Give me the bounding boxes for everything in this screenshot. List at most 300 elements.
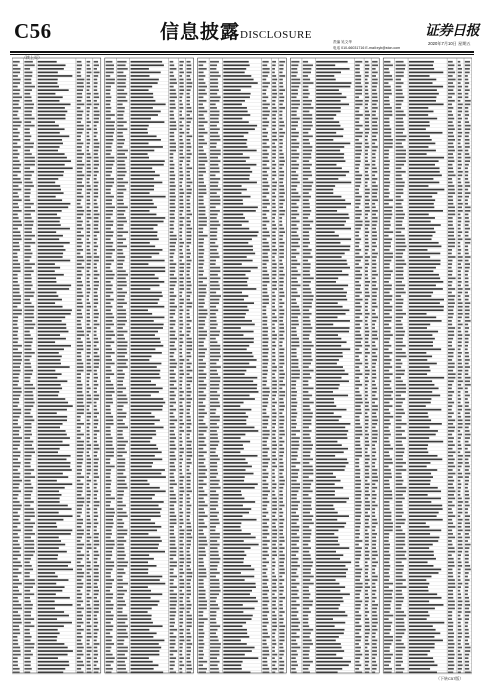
cell-text xyxy=(131,118,151,120)
cell-text xyxy=(372,143,375,145)
cell-text xyxy=(198,530,203,532)
cell-text xyxy=(131,469,165,471)
cell-text xyxy=(272,86,276,88)
cell-text xyxy=(131,309,148,311)
cell-text xyxy=(94,341,99,343)
cell-text xyxy=(355,490,361,492)
cell-text xyxy=(198,551,205,553)
cell-text xyxy=(223,135,243,137)
cell-text xyxy=(179,100,181,102)
cell-text xyxy=(223,480,244,482)
cell-text xyxy=(303,263,311,265)
cell-text xyxy=(198,217,206,219)
cell-text xyxy=(38,590,63,592)
cell-text xyxy=(77,551,81,553)
cell-text xyxy=(262,196,266,198)
cell-text xyxy=(262,100,266,102)
cell-text xyxy=(77,79,85,81)
cell-text xyxy=(272,164,276,166)
cell-text xyxy=(94,558,98,560)
cell-text xyxy=(186,579,191,581)
cell-text xyxy=(279,469,284,471)
cell-text xyxy=(13,231,20,233)
cell-text xyxy=(117,508,122,510)
cell-text xyxy=(38,419,67,421)
cell-text xyxy=(198,89,205,91)
cell-text xyxy=(272,199,275,201)
cell-text xyxy=(372,164,375,166)
cell-text xyxy=(106,505,110,507)
cell-text xyxy=(94,182,99,184)
cell-text xyxy=(179,601,182,603)
cell-text xyxy=(13,423,18,425)
cell-text xyxy=(272,306,275,308)
cell-text xyxy=(77,121,81,123)
cell-text xyxy=(77,629,84,631)
cell-text xyxy=(291,210,297,212)
cell-text xyxy=(272,625,277,627)
cell-text xyxy=(170,395,176,397)
cell-text xyxy=(106,263,112,265)
cell-text xyxy=(186,107,191,109)
cell-text xyxy=(210,533,220,535)
cell-text xyxy=(355,494,361,496)
cell-text xyxy=(87,341,91,343)
cell-text xyxy=(291,93,298,95)
cell-text xyxy=(186,150,190,152)
cell-text xyxy=(279,366,283,368)
cell-text xyxy=(117,572,125,574)
cell-text xyxy=(303,274,310,276)
cell-text xyxy=(170,604,177,606)
cell-text xyxy=(262,448,269,450)
cell-text xyxy=(77,423,84,425)
cell-text xyxy=(198,121,207,123)
cell-text xyxy=(262,224,266,226)
cell-text xyxy=(210,466,217,468)
cell-text xyxy=(87,522,92,524)
cell-text xyxy=(13,242,19,244)
cell-text xyxy=(87,380,90,382)
cell-text xyxy=(355,409,361,411)
cell-text xyxy=(355,253,359,255)
cell-text xyxy=(170,373,176,375)
cell-text xyxy=(272,444,277,446)
cell-text xyxy=(38,565,68,567)
cell-text xyxy=(186,178,190,180)
cell-text xyxy=(198,320,204,322)
cell-text xyxy=(106,281,111,283)
cell-text xyxy=(106,494,111,496)
cell-text xyxy=(198,661,207,663)
cell-text xyxy=(355,68,360,70)
cell-text xyxy=(223,75,251,77)
cell-text xyxy=(117,75,126,77)
cell-text xyxy=(117,299,124,301)
cell-text xyxy=(355,483,361,485)
cell-text xyxy=(117,313,126,315)
cell-text xyxy=(38,288,69,290)
cell-text xyxy=(131,601,160,603)
cell-text xyxy=(262,384,266,386)
cell-text xyxy=(372,160,375,162)
cell-text xyxy=(87,643,90,645)
cell-text xyxy=(198,203,203,205)
cell-text xyxy=(365,104,368,106)
cell-text xyxy=(179,430,184,432)
cell-text xyxy=(316,89,339,91)
cell-text xyxy=(24,100,32,102)
cell-text xyxy=(272,143,275,145)
cell-text xyxy=(198,462,203,464)
cell-text xyxy=(198,593,205,595)
cell-text xyxy=(262,114,269,116)
cell-text xyxy=(94,654,98,656)
cell-text xyxy=(24,317,34,319)
cell-text xyxy=(24,466,30,468)
cell-text xyxy=(13,654,21,656)
cell-text xyxy=(198,384,206,386)
cell-text xyxy=(38,586,65,588)
cell-text xyxy=(262,533,269,535)
cell-text xyxy=(262,636,269,638)
cell-text xyxy=(303,139,309,141)
cell-text xyxy=(365,412,367,414)
cell-text xyxy=(179,89,184,91)
cell-text xyxy=(117,398,127,400)
cell-text xyxy=(372,444,375,446)
cell-text xyxy=(210,295,221,297)
cell-text xyxy=(117,597,123,599)
cell-text xyxy=(316,640,336,642)
cell-text xyxy=(38,242,70,244)
cell-text xyxy=(94,444,99,446)
cell-text xyxy=(186,640,190,642)
cell-text xyxy=(279,292,284,294)
cell-text xyxy=(316,79,336,81)
cell-text xyxy=(316,561,351,563)
cell-text xyxy=(365,331,369,333)
cell-text xyxy=(87,114,90,116)
cell-text xyxy=(279,672,283,674)
cell-text xyxy=(291,121,298,123)
cell-text xyxy=(24,132,29,134)
cell-text xyxy=(170,505,174,507)
cell-text xyxy=(106,89,111,91)
cell-text xyxy=(87,558,89,560)
cell-text xyxy=(372,551,377,553)
cell-text xyxy=(94,664,97,666)
cell-text xyxy=(316,104,349,106)
cell-text xyxy=(365,565,369,567)
cell-text xyxy=(170,551,177,553)
cell-text xyxy=(198,206,205,208)
cell-text xyxy=(170,441,175,443)
cell-text xyxy=(94,121,99,123)
cell-text xyxy=(262,519,269,521)
cell-text xyxy=(94,395,100,397)
cell-text xyxy=(13,61,20,63)
cell-text xyxy=(38,593,56,595)
cell-text xyxy=(372,657,375,659)
cell-text xyxy=(409,64,433,66)
cell-text xyxy=(131,384,156,386)
cell-text xyxy=(77,146,82,148)
cell-text xyxy=(186,490,191,492)
cell-text xyxy=(355,398,362,400)
cell-text xyxy=(365,317,368,319)
cell-text xyxy=(106,551,112,553)
cell-text xyxy=(13,558,18,560)
cell-text xyxy=(316,625,334,627)
cell-text xyxy=(291,526,299,528)
cell-text xyxy=(291,561,297,563)
cell-text xyxy=(198,565,204,567)
cell-text xyxy=(291,143,299,145)
cell-text xyxy=(355,643,359,645)
cell-text xyxy=(291,618,298,620)
cell-text xyxy=(291,267,296,269)
cell-text xyxy=(77,171,82,173)
cell-text xyxy=(186,462,191,464)
cell-text xyxy=(117,139,125,141)
cell-text xyxy=(365,324,368,326)
cell-text xyxy=(355,593,360,595)
cell-text xyxy=(372,544,376,546)
cell-text xyxy=(210,111,219,113)
cell-text xyxy=(223,214,243,216)
cell-text xyxy=(316,68,349,70)
cell-text xyxy=(272,182,277,184)
cell-text xyxy=(291,412,297,414)
cell-text xyxy=(272,139,277,141)
cell-text xyxy=(170,593,177,595)
cell-text xyxy=(210,79,218,81)
cell-text xyxy=(355,402,363,404)
cell-text xyxy=(384,107,392,109)
cell-text xyxy=(77,647,84,649)
cell-text xyxy=(24,263,34,265)
cell-text xyxy=(262,199,268,201)
cell-text xyxy=(291,292,297,294)
cell-text xyxy=(77,544,84,546)
cell-text xyxy=(355,640,361,642)
section-title-en: DISCLOSURE xyxy=(240,29,312,41)
cell-text xyxy=(223,160,245,162)
cell-text xyxy=(106,295,111,297)
cell-text xyxy=(106,341,115,343)
cell-text xyxy=(106,260,114,262)
cell-text xyxy=(77,324,82,326)
cell-text xyxy=(272,363,275,365)
cell-text xyxy=(272,593,274,595)
cell-text xyxy=(198,334,207,336)
cell-text xyxy=(316,558,340,560)
cell-text xyxy=(355,430,362,432)
cell-text xyxy=(303,210,311,212)
cell-text xyxy=(303,505,311,507)
cell-text xyxy=(198,615,203,617)
cell-text xyxy=(38,341,55,343)
cell-text xyxy=(465,96,468,98)
cell-text xyxy=(198,519,203,521)
cell-text xyxy=(170,437,176,439)
cell-text xyxy=(303,430,312,432)
cell-text xyxy=(272,661,276,663)
cell-text xyxy=(291,270,297,272)
cell-text xyxy=(186,348,192,350)
cell-text xyxy=(117,654,125,656)
cell-text xyxy=(210,402,219,404)
cell-text xyxy=(170,661,175,663)
cell-text xyxy=(24,522,35,524)
cell-text xyxy=(210,235,217,237)
cell-text xyxy=(13,437,22,439)
cell-text xyxy=(291,647,300,649)
cell-text xyxy=(262,672,269,674)
cell-text xyxy=(355,302,360,304)
cell-text xyxy=(210,238,217,240)
cell-text xyxy=(223,292,242,294)
cell-text xyxy=(87,104,92,106)
cell-text xyxy=(24,235,35,237)
cell-text xyxy=(198,540,206,542)
cell-text xyxy=(117,380,123,382)
cell-text xyxy=(279,572,285,574)
cell-text xyxy=(291,214,299,216)
cell-text xyxy=(262,302,269,304)
cell-text xyxy=(186,139,190,141)
cell-text xyxy=(186,668,192,670)
cell-text xyxy=(448,75,453,77)
cell-text xyxy=(198,356,204,358)
cell-text xyxy=(106,416,113,418)
cell-text xyxy=(223,544,258,546)
cell-text xyxy=(77,359,82,361)
cell-text xyxy=(106,299,114,301)
cell-text xyxy=(291,590,298,592)
cell-text xyxy=(170,498,176,500)
cell-text xyxy=(210,569,217,571)
cell-text xyxy=(117,579,123,581)
cell-text xyxy=(186,526,191,528)
cell-text xyxy=(262,210,269,212)
cell-text xyxy=(396,82,404,84)
cell-text xyxy=(355,299,362,301)
cell-text xyxy=(316,501,346,503)
cell-text xyxy=(131,96,154,98)
cell-text xyxy=(355,434,362,436)
cell-text xyxy=(13,544,20,546)
cell-text xyxy=(94,210,98,212)
cell-text xyxy=(372,79,378,81)
cell-text xyxy=(186,629,189,631)
cell-text xyxy=(355,505,361,507)
cell-text xyxy=(316,196,341,198)
cell-text xyxy=(303,423,312,425)
cell-text xyxy=(223,384,257,386)
cell-text xyxy=(303,391,309,393)
cell-text xyxy=(106,306,113,308)
cell-text xyxy=(87,96,91,98)
cell-text xyxy=(316,370,345,372)
cell-text xyxy=(106,125,114,127)
cell-text xyxy=(170,508,175,510)
cell-text xyxy=(38,583,56,585)
cell-text xyxy=(272,437,276,439)
cell-text xyxy=(303,114,312,116)
cell-text xyxy=(291,373,300,375)
cell-text xyxy=(291,462,300,464)
cell-text xyxy=(106,618,113,620)
cell-text xyxy=(223,593,250,595)
cell-text xyxy=(24,515,34,517)
cell-text xyxy=(94,469,98,471)
cell-text xyxy=(24,334,30,336)
cell-text xyxy=(38,437,70,439)
table-column xyxy=(383,58,472,674)
cell-text xyxy=(117,114,123,116)
cell-text xyxy=(291,608,296,610)
cell-text xyxy=(106,359,112,361)
cell-text xyxy=(262,505,267,507)
cell-text xyxy=(179,164,182,166)
cell-text xyxy=(272,597,277,599)
cell-text xyxy=(179,547,183,549)
cell-text xyxy=(198,75,205,77)
cell-text xyxy=(38,79,58,81)
cell-text xyxy=(24,494,31,496)
cell-text xyxy=(223,338,253,340)
cell-text xyxy=(87,636,92,638)
cell-text xyxy=(372,68,376,70)
cell-text xyxy=(198,650,203,652)
cell-text xyxy=(94,608,99,610)
cell-text xyxy=(223,104,242,106)
cell-text xyxy=(94,206,99,208)
cell-text xyxy=(24,377,30,379)
cell-text xyxy=(372,75,376,77)
cell-text xyxy=(409,104,444,106)
cell-text xyxy=(131,629,150,631)
cell-text xyxy=(279,75,285,77)
cell-text xyxy=(262,178,267,180)
cell-text xyxy=(179,661,182,663)
cell-text xyxy=(198,299,204,301)
cell-text xyxy=(262,104,269,106)
cell-text xyxy=(170,277,177,279)
cell-text xyxy=(303,604,313,606)
cell-text xyxy=(117,309,126,311)
cell-text xyxy=(316,412,334,414)
cell-text xyxy=(316,242,340,244)
cell-text xyxy=(316,664,349,666)
cell-text xyxy=(179,224,183,226)
cell-text xyxy=(272,228,277,230)
cell-text xyxy=(198,221,206,223)
cell-text xyxy=(94,547,97,549)
cell-text xyxy=(365,398,367,400)
cell-text xyxy=(186,75,190,77)
cell-text xyxy=(179,128,182,130)
cell-text xyxy=(198,64,203,66)
cell-text xyxy=(38,501,60,503)
cell-text xyxy=(186,68,191,70)
cell-text xyxy=(210,128,220,130)
cell-text xyxy=(316,427,345,429)
cell-text xyxy=(38,352,59,354)
cell-text xyxy=(303,221,313,223)
